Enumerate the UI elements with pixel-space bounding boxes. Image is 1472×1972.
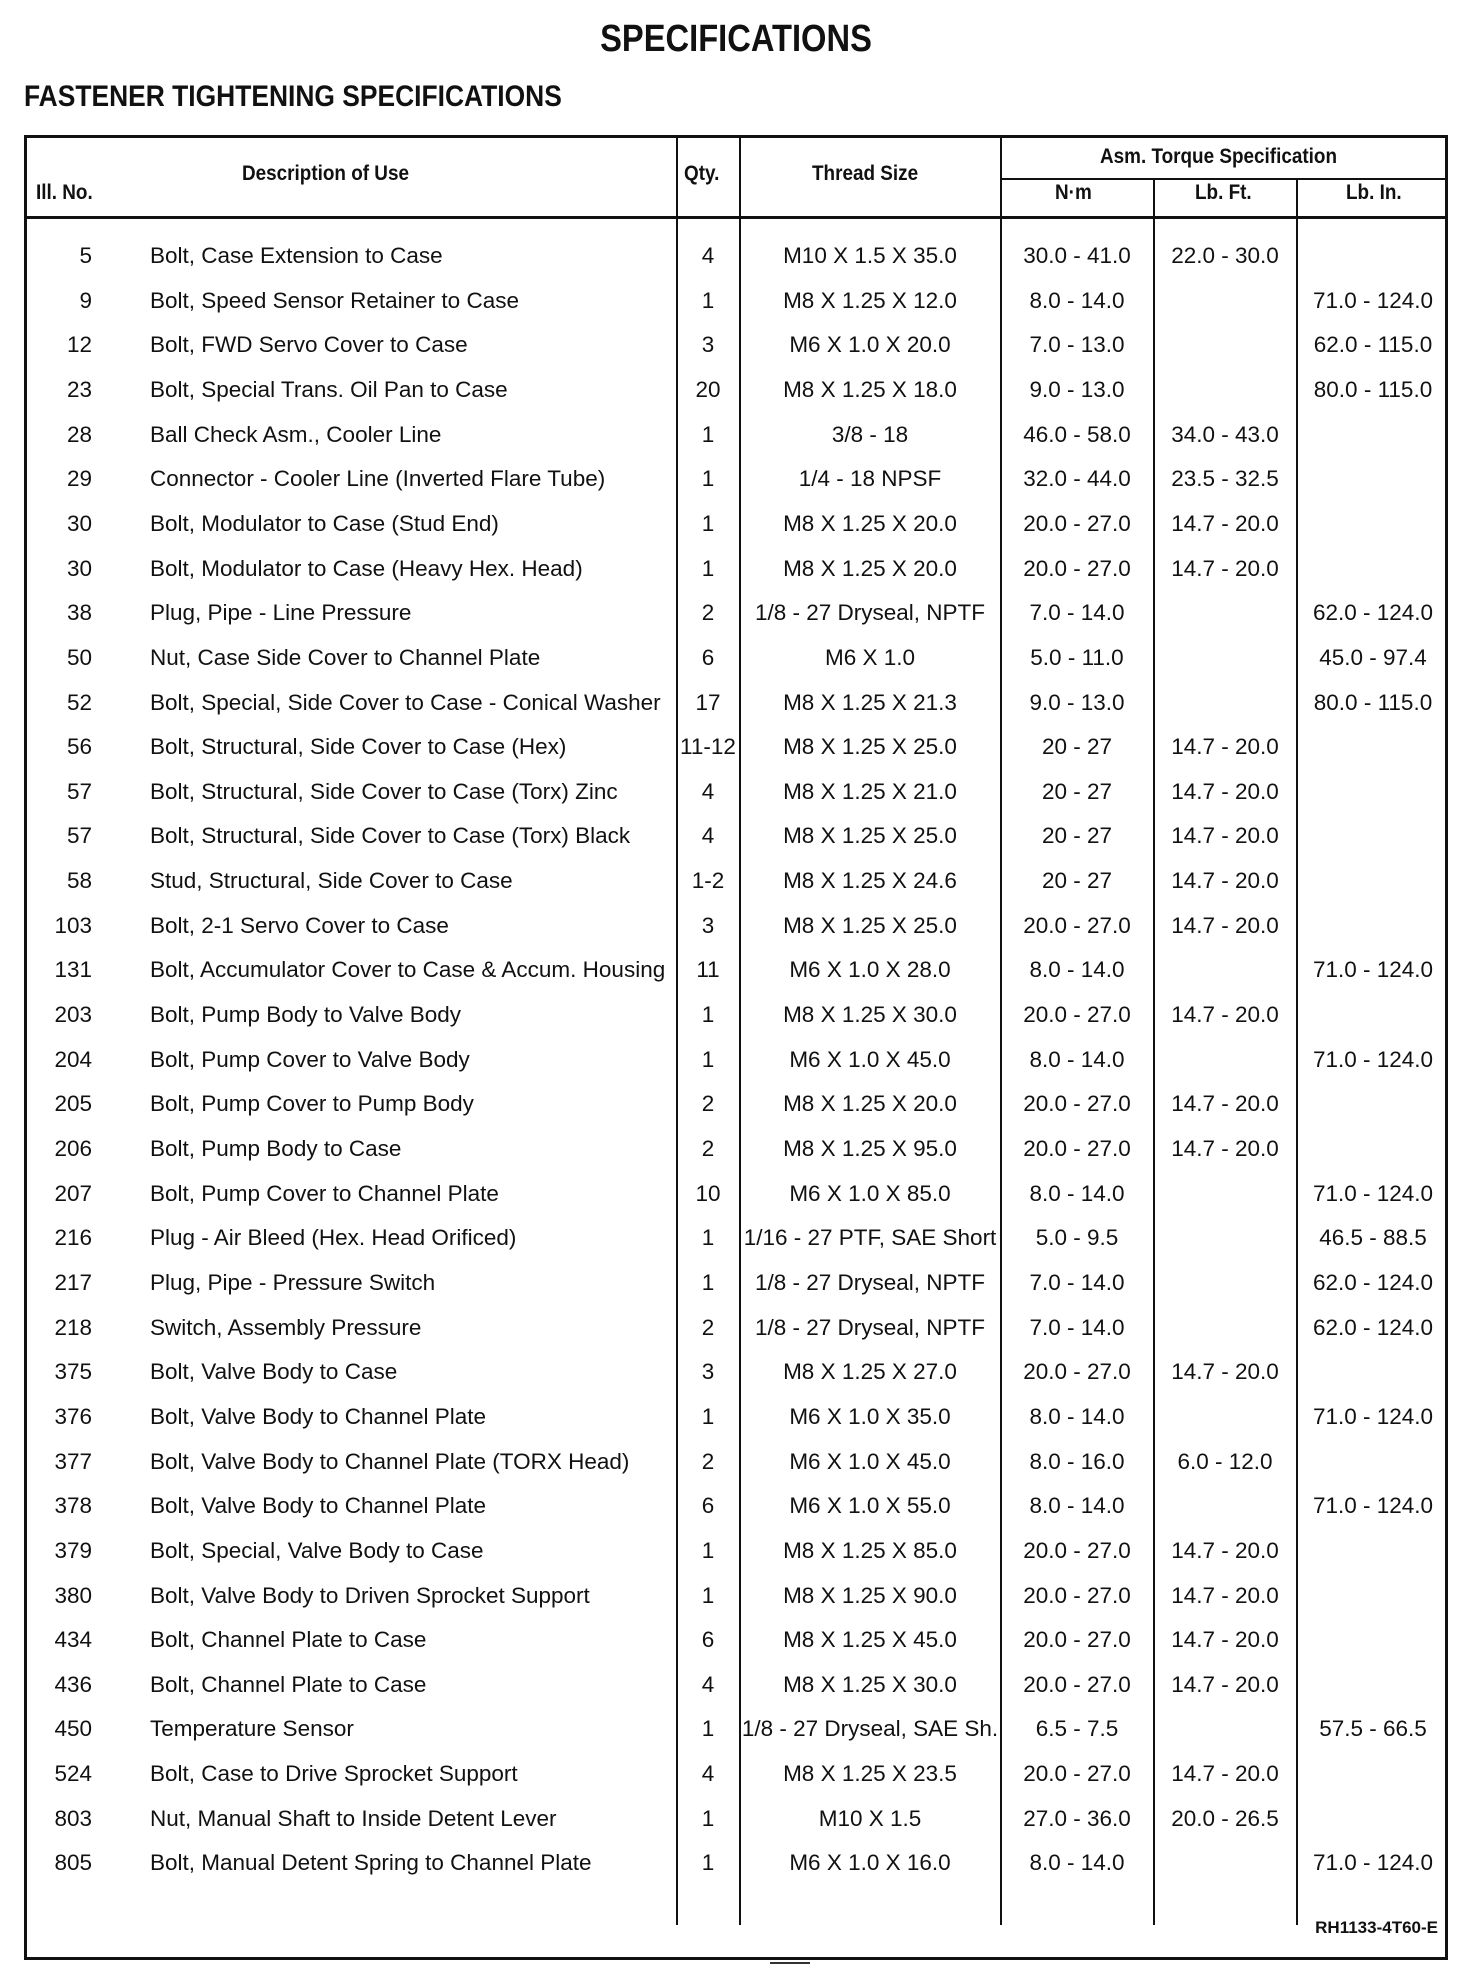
thread-size-cell: M8 X 1.25 X 95.0 [783, 1136, 957, 1161]
description-cell: Bolt, Pump Cover to Valve Body [150, 1047, 470, 1072]
ill-no-cell: 436 [54, 1672, 92, 1697]
thread-size-cell: M10 X 1.5 [818, 1806, 922, 1831]
description-cell: Bolt, Modulator to Case (Heavy Hex. Head) [150, 556, 583, 581]
torque-lbin-cell: 71.0 - 124.0 [1312, 1404, 1434, 1429]
torque-lbft-cell: 20.0 - 26.5 [1171, 1806, 1279, 1831]
thread-size-cell: M8 X 1.25 X 20.0 [783, 511, 957, 536]
torque-lbin-cell: 62.0 - 124.0 [1312, 1270, 1434, 1295]
qty-cell: 1-2 [691, 868, 725, 893]
ill-no-cell: 524 [54, 1761, 92, 1786]
torque-nm-cell: 9.0 - 13.0 [1029, 690, 1125, 715]
torque-lbft-cell: 23.5 - 32.5 [1171, 466, 1279, 491]
torque-nm-cell: 20.0 - 27.0 [1023, 511, 1131, 536]
torque-lbin-cell [1298, 241, 1448, 271]
header-lb-ft: Lb. Ft. [1195, 181, 1252, 204]
qty-cell: 1 [701, 1583, 715, 1608]
thread-size-cell: M6 X 1.0 X 20.0 [789, 332, 951, 357]
description-cell: Bolt, Accumulator Cover to Case & Accum. Housing [150, 957, 666, 982]
qty-cell: 2 [701, 1136, 715, 1161]
thread-size-cell: 1/8 - 27 Dryseal, NPTF [754, 1270, 986, 1295]
torque-lbin-cell [1298, 509, 1448, 539]
torque-lbin-cell [1298, 1000, 1448, 1030]
qty-cell: 1 [701, 1047, 715, 1072]
torque-nm-cell: 20.0 - 27.0 [1023, 1538, 1131, 1563]
description-cell: Bolt, Valve Body to Case [150, 1359, 398, 1384]
torque-lbin-cell: 62.0 - 124.0 [1312, 600, 1434, 625]
torque-nm-cell: 20.0 - 27.0 [1023, 1583, 1131, 1608]
ill-no-cell: 204 [54, 1047, 92, 1072]
ill-no-cell: 205 [54, 1091, 92, 1116]
qty-cell: 6 [701, 645, 715, 670]
description-cell: Bolt, Modulator to Case (Stud End) [150, 511, 499, 536]
thread-size-cell: M6 X 1.0 X 35.0 [789, 1404, 951, 1429]
qty-cell: 6 [701, 1493, 715, 1518]
qty-cell: 11 [696, 957, 720, 982]
torque-lbft-cell: 14.7 - 20.0 [1171, 1091, 1279, 1116]
qty-cell: 6 [701, 1627, 715, 1652]
qty-cell: 4 [701, 243, 715, 268]
thread-size-cell: 1/8 - 27 Dryseal, NPTF [754, 1315, 986, 1340]
qty-cell: 1 [701, 1850, 715, 1875]
description-cell: Bolt, Structural, Side Cover to Case (Hex) [150, 734, 567, 759]
ill-no-cell: 9 [79, 288, 92, 313]
thread-size-cell: M6 X 1.0 [824, 645, 916, 670]
torque-lbft-cell: 14.7 - 20.0 [1171, 868, 1279, 893]
torque-lbft-cell [1155, 1223, 1295, 1253]
description-cell: Bolt, Special Trans. Oil Pan to Case [150, 377, 508, 402]
torque-lbin-cell: 62.0 - 124.0 [1312, 1315, 1434, 1340]
description-cell: Connector - Cooler Line (Inverted Flare Tube) [150, 466, 606, 491]
torque-lbin-cell [1298, 777, 1448, 807]
torque-lbft-cell [1155, 1714, 1295, 1744]
torque-lbft-cell: 22.0 - 30.0 [1171, 243, 1279, 268]
torque-lbin-cell [1298, 1447, 1448, 1477]
thread-size-cell: M8 X 1.25 X 90.0 [783, 1583, 957, 1608]
torque-lbft-cell [1155, 286, 1295, 316]
header-torque-group: Asm. Torque Specification [1100, 145, 1337, 168]
description-cell: Stud, Structural, Side Cover to Case [150, 868, 513, 893]
ill-no-cell: 376 [54, 1404, 92, 1429]
thread-size-cell: M8 X 1.25 X 30.0 [783, 1672, 957, 1697]
thread-size-cell: 1/8 - 27 Dryseal, SAE Sh. [741, 1716, 999, 1741]
torque-lbft-cell: 34.0 - 43.0 [1171, 422, 1279, 447]
thread-size-cell: M8 X 1.25 X 85.0 [783, 1538, 957, 1563]
thread-size-cell: M8 X 1.25 X 18.0 [783, 377, 957, 402]
description-cell: Bolt, Pump Cover to Channel Plate [150, 1181, 499, 1206]
description-cell: Plug, Pipe - Pressure Switch [150, 1270, 436, 1295]
ill-no-cell: 375 [54, 1359, 92, 1384]
header-description: Description of Use [242, 162, 409, 185]
thread-size-cell: 1/4 - 18 NPSF [798, 466, 942, 491]
thread-size-cell: M8 X 1.25 X 25.0 [783, 823, 957, 848]
torque-lbin-cell [1298, 1670, 1448, 1700]
torque-nm-cell: 20.0 - 27.0 [1023, 1627, 1131, 1652]
torque-lbft-cell: 14.7 - 20.0 [1171, 556, 1279, 581]
torque-lbin-cell: 71.0 - 124.0 [1312, 1850, 1434, 1875]
qty-cell: 3 [701, 913, 715, 938]
torque-nm-cell: 8.0 - 14.0 [1029, 1404, 1125, 1429]
qty-cell: 2 [701, 1315, 715, 1340]
ill-no-cell: 52 [66, 690, 92, 715]
torque-lbin-cell: 71.0 - 124.0 [1312, 957, 1434, 982]
description-cell: Bolt, Channel Plate to Case [150, 1672, 427, 1697]
torque-lbin-cell [1298, 1134, 1448, 1164]
thread-size-cell: M8 X 1.25 X 21.3 [783, 690, 957, 715]
qty-cell: 1 [701, 556, 715, 581]
header-rule [24, 216, 1448, 219]
torque-lbft-cell [1155, 643, 1295, 673]
header-nm: N·m [1055, 181, 1092, 204]
torque-nm-cell: 20.0 - 27.0 [1023, 913, 1131, 938]
ill-no-cell: 5 [79, 243, 92, 268]
ill-no-cell: 218 [54, 1315, 92, 1340]
thread-size-cell: M8 X 1.25 X 12.0 [783, 288, 957, 313]
qty-cell: 2 [701, 1091, 715, 1116]
torque-lbin-cell [1298, 1357, 1448, 1387]
torque-lbft-cell [1155, 598, 1295, 628]
qty-cell: 1 [701, 1806, 715, 1831]
torque-lbft-cell: 14.7 - 20.0 [1171, 1538, 1279, 1563]
ill-no-cell: 50 [66, 645, 92, 670]
section-title: FASTENER TIGHTENING SPECIFICATIONS [24, 80, 562, 113]
description-cell: Switch, Assembly Pressure [150, 1315, 422, 1340]
qty-cell: 1 [701, 1002, 715, 1027]
ill-no-cell: 57 [66, 823, 92, 848]
header-ill-no: Ill. No. [36, 181, 93, 204]
ill-no-cell: 56 [66, 734, 92, 759]
description-cell: Nut, Manual Shaft to Inside Detent Lever [150, 1806, 557, 1831]
torque-nm-cell: 7.0 - 14.0 [1029, 600, 1125, 625]
torque-lbin-cell: 57.5 - 66.5 [1319, 1716, 1427, 1741]
ill-no-cell: 12 [66, 332, 92, 357]
qty-cell: 1 [701, 1225, 715, 1250]
torque-nm-cell: 30.0 - 41.0 [1023, 243, 1131, 268]
thread-size-cell: M8 X 1.25 X 21.0 [783, 779, 957, 804]
thread-size-cell: M8 X 1.25 X 20.0 [783, 1091, 957, 1116]
torque-nm-cell: 8.0 - 14.0 [1029, 1493, 1125, 1518]
qty-cell: 3 [701, 1359, 715, 1384]
ill-no-cell: 58 [66, 868, 92, 893]
torque-nm-cell: 27.0 - 36.0 [1023, 1806, 1131, 1831]
torque-lbft-cell: 14.7 - 20.0 [1171, 913, 1279, 938]
torque-lbin-cell: 71.0 - 124.0 [1312, 288, 1434, 313]
column-rule [676, 135, 678, 1925]
description-cell: Bolt, Channel Plate to Case [150, 1627, 427, 1652]
torque-lbin-cell: 62.0 - 115.0 [1313, 332, 1433, 357]
description-cell: Bolt, Case to Drive Sprocket Support [150, 1761, 518, 1786]
ill-no-cell: 450 [54, 1716, 92, 1741]
torque-nm-cell: 20.0 - 27.0 [1023, 1002, 1131, 1027]
thread-size-cell: M6 X 1.0 X 85.0 [789, 1181, 951, 1206]
torque-lbin-cell [1298, 911, 1448, 941]
torque-lbft-cell: 14.7 - 20.0 [1171, 1761, 1279, 1786]
torque-nm-cell: 20.0 - 27.0 [1023, 1136, 1131, 1161]
description-cell: Bolt, Case Extension to Case [150, 243, 443, 268]
thread-size-cell: M8 X 1.25 X 45.0 [783, 1627, 957, 1652]
torque-lbft-cell: 6.0 - 12.0 [1177, 1449, 1273, 1474]
torque-lbin-cell: 71.0 - 124.0 [1312, 1181, 1434, 1206]
qty-cell: 11-12 [680, 734, 736, 759]
torque-nm-cell: 8.0 - 14.0 [1029, 1850, 1125, 1875]
thread-size-cell: M8 X 1.25 X 20.0 [783, 556, 957, 581]
torque-nm-cell: 8.0 - 14.0 [1029, 1047, 1125, 1072]
torque-lbin-cell [1298, 1089, 1448, 1119]
qty-cell: 2 [701, 1449, 715, 1474]
description-cell: Bolt, Pump Body to Case [150, 1136, 402, 1161]
torque-nm-cell: 20.0 - 27.0 [1023, 1091, 1131, 1116]
ill-no-cell: 29 [66, 466, 92, 491]
description-cell: Bolt, 2-1 Servo Cover to Case [150, 913, 449, 938]
qty-cell: 1 [701, 1404, 715, 1429]
torque-lbin-cell: 45.0 - 97.4 [1319, 645, 1427, 670]
torque-nm-cell: 7.0 - 14.0 [1029, 1315, 1125, 1340]
description-cell: Plug - Air Bleed (Hex. Head Orificed) [150, 1225, 517, 1250]
torque-lbin-cell [1298, 464, 1448, 494]
torque-nm-cell: 20 - 27 [1041, 823, 1113, 848]
qty-cell: 17 [695, 690, 721, 715]
torque-lbft-cell [1155, 1179, 1295, 1209]
torque-lbin-cell [1298, 732, 1448, 762]
header-lb-in: Lb. In. [1346, 181, 1402, 204]
ill-no-cell: 206 [54, 1136, 92, 1161]
thread-size-cell: M8 X 1.25 X 24.6 [783, 868, 957, 893]
torque-group-rule [1000, 178, 1448, 180]
thread-size-cell: M8 X 1.25 X 23.5 [783, 1761, 957, 1786]
torque-nm-cell: 8.0 - 14.0 [1029, 288, 1125, 313]
ill-no-cell: 28 [66, 422, 92, 447]
page-edge-mark [770, 1962, 810, 1964]
thread-size-cell: M8 X 1.25 X 27.0 [783, 1359, 957, 1384]
description-cell: Plug, Pipe - Line Pressure [150, 600, 412, 625]
ill-no-cell: 30 [66, 556, 92, 581]
thread-size-cell: M6 X 1.0 X 16.0 [789, 1850, 951, 1875]
torque-lbft-cell: 14.7 - 20.0 [1171, 779, 1279, 804]
qty-cell: 2 [701, 600, 715, 625]
torque-nm-cell: 8.0 - 14.0 [1029, 957, 1125, 982]
description-cell: Bolt, Valve Body to Channel Plate (TORX Head) [150, 1449, 630, 1474]
torque-lbft-cell [1155, 330, 1295, 360]
description-cell: Bolt, FWD Servo Cover to Case [150, 332, 468, 357]
torque-nm-cell: 32.0 - 44.0 [1023, 466, 1131, 491]
description-cell: Ball Check Asm., Cooler Line [150, 422, 442, 447]
description-cell: Bolt, Pump Cover to Pump Body [150, 1091, 474, 1116]
torque-lbin-cell [1298, 420, 1448, 450]
torque-lbft-cell [1155, 375, 1295, 405]
torque-lbin-cell [1298, 1804, 1448, 1834]
torque-nm-cell: 7.0 - 14.0 [1029, 1270, 1125, 1295]
qty-cell: 1 [701, 1716, 715, 1741]
thread-size-cell: M6 X 1.0 X 45.0 [789, 1449, 951, 1474]
ill-no-cell: 207 [54, 1181, 92, 1206]
ill-no-cell: 380 [54, 1583, 92, 1608]
ill-no-cell: 57 [66, 779, 92, 804]
ill-no-cell: 203 [54, 1002, 92, 1027]
torque-nm-cell: 8.0 - 16.0 [1029, 1449, 1125, 1474]
ill-no-cell: 23 [66, 377, 92, 402]
qty-cell: 1 [701, 1270, 715, 1295]
torque-lbin-cell: 71.0 - 124.0 [1312, 1047, 1434, 1072]
torque-nm-cell: 20.0 - 27.0 [1023, 1359, 1131, 1384]
description-cell: Bolt, Structural, Side Cover to Case (Torx) Black [150, 823, 631, 848]
description-cell: Bolt, Speed Sensor Retainer to Case [150, 288, 519, 313]
qty-cell: 10 [695, 1181, 721, 1206]
description-cell: Bolt, Valve Body to Driven Sprocket Support [150, 1583, 590, 1608]
torque-lbft-cell: 14.7 - 20.0 [1171, 1136, 1279, 1161]
torque-lbft-cell: 14.7 - 20.0 [1171, 1002, 1279, 1027]
qty-cell: 1 [701, 288, 715, 313]
description-cell: Bolt, Special, Side Cover to Case - Conical Washer [150, 690, 661, 715]
torque-lbft-cell [1155, 1848, 1295, 1878]
ill-no-cell: 805 [54, 1850, 92, 1875]
torque-lbft-cell: 14.7 - 20.0 [1171, 1583, 1279, 1608]
torque-lbin-cell: 80.0 - 115.0 [1313, 690, 1433, 715]
thread-size-cell: 3/8 - 18 [831, 422, 909, 447]
torque-nm-cell: 5.0 - 11.0 [1030, 645, 1124, 670]
qty-cell: 1 [701, 466, 715, 491]
torque-nm-cell: 46.0 - 58.0 [1023, 422, 1131, 447]
ill-no-cell: 379 [54, 1538, 92, 1563]
torque-nm-cell: 6.5 - 7.5 [1035, 1716, 1119, 1741]
qty-cell: 1 [701, 1538, 715, 1563]
description-cell: Bolt, Valve Body to Channel Plate [150, 1404, 487, 1429]
qty-cell: 4 [701, 823, 715, 848]
qty-cell: 1 [701, 422, 715, 447]
torque-nm-cell: 8.0 - 14.0 [1029, 1181, 1125, 1206]
torque-lbin-cell: 46.5 - 88.5 [1319, 1225, 1427, 1250]
torque-lbin-cell [1298, 1581, 1448, 1611]
thread-size-cell: M6 X 1.0 X 45.0 [789, 1047, 951, 1072]
qty-cell: 1 [701, 511, 715, 536]
description-cell: Bolt, Structural, Side Cover to Case (Torx) Zinc [150, 779, 618, 804]
thread-size-cell: M8 X 1.25 X 25.0 [783, 913, 957, 938]
torque-lbin-cell [1298, 821, 1448, 851]
qty-cell: 20 [695, 377, 721, 402]
qty-cell: 4 [701, 779, 715, 804]
header-qty: Qty. [684, 162, 720, 185]
torque-lbft-cell [1155, 1045, 1295, 1075]
ill-no-cell: 216 [54, 1225, 92, 1250]
ill-no-cell: 378 [54, 1493, 92, 1518]
torque-lbin-cell [1298, 866, 1448, 896]
figure-code: RH1133-4T60-E [1315, 1918, 1438, 1937]
ill-no-cell: 377 [54, 1449, 92, 1474]
torque-nm-cell: 9.0 - 13.0 [1029, 377, 1125, 402]
torque-nm-cell: 20 - 27 [1041, 734, 1113, 759]
torque-lbin-cell [1298, 1625, 1448, 1655]
description-cell: Nut, Case Side Cover to Channel Plate [150, 645, 541, 670]
description-cell: Temperature Sensor [150, 1716, 354, 1741]
torque-lbft-cell: 14.7 - 20.0 [1171, 1672, 1279, 1697]
thread-size-cell: M6 X 1.0 X 28.0 [789, 957, 951, 982]
ill-no-cell: 803 [54, 1806, 92, 1831]
page-title: SPECIFICATIONS [600, 18, 872, 60]
torque-nm-cell: 20.0 - 27.0 [1023, 1761, 1131, 1786]
torque-lbft-cell: 14.7 - 20.0 [1171, 511, 1279, 536]
torque-nm-cell: 20 - 27 [1041, 868, 1113, 893]
torque-lbft-cell [1155, 1268, 1295, 1298]
qty-cell: 3 [701, 332, 715, 357]
thread-size-cell: M8 X 1.25 X 25.0 [783, 734, 957, 759]
qty-cell: 4 [701, 1672, 715, 1697]
ill-no-cell: 103 [54, 913, 92, 938]
torque-nm-cell: 20.0 - 27.0 [1023, 1672, 1131, 1697]
ill-no-cell: 217 [54, 1270, 92, 1295]
torque-nm-cell: 20.0 - 27.0 [1023, 556, 1131, 581]
description-cell: Bolt, Valve Body to Channel Plate [150, 1493, 487, 1518]
torque-lbft-cell [1155, 955, 1295, 985]
torque-nm-cell: 5.0 - 9.5 [1035, 1225, 1119, 1250]
description-cell: Bolt, Pump Body to Valve Body [150, 1002, 462, 1027]
description-cell: Bolt, Manual Detent Spring to Channel Plate [150, 1850, 592, 1875]
ill-no-cell: 30 [66, 511, 92, 536]
torque-lbft-cell [1155, 1313, 1295, 1343]
torque-lbft-cell: 14.7 - 20.0 [1171, 823, 1279, 848]
torque-lbin-cell: 71.0 - 124.0 [1312, 1493, 1434, 1518]
header-thread-size: Thread Size [812, 162, 919, 185]
ill-no-cell: 131 [54, 957, 92, 982]
torque-lbft-cell [1155, 1402, 1295, 1432]
thread-size-cell: M10 X 1.5 X 35.0 [783, 243, 957, 268]
torque-nm-cell: 20 - 27 [1041, 779, 1113, 804]
description-cell: Bolt, Special, Valve Body to Case [150, 1538, 484, 1563]
torque-lbin-cell [1298, 554, 1448, 584]
ill-no-cell: 38 [66, 600, 92, 625]
thread-size-cell: M6 X 1.0 X 55.0 [789, 1493, 951, 1518]
torque-lbin-cell [1298, 1536, 1448, 1566]
torque-nm-cell: 7.0 - 13.0 [1029, 332, 1125, 357]
thread-size-cell: 1/8 - 27 Dryseal, NPTF [754, 600, 986, 625]
ill-no-cell: 434 [54, 1627, 92, 1652]
torque-lbft-cell: 14.7 - 20.0 [1171, 1359, 1279, 1384]
torque-lbin-cell: 80.0 - 115.0 [1313, 377, 1433, 402]
torque-lbft-cell: 14.7 - 20.0 [1171, 1627, 1279, 1652]
torque-lbft-cell [1155, 688, 1295, 718]
torque-lbft-cell [1155, 1491, 1295, 1521]
qty-cell: 4 [701, 1761, 715, 1786]
thread-size-cell: 1/16 - 27 PTF, SAE Short [743, 1225, 997, 1250]
torque-lbft-cell: 14.7 - 20.0 [1171, 734, 1279, 759]
torque-lbin-cell [1298, 1759, 1448, 1789]
thread-size-cell: M8 X 1.25 X 30.0 [783, 1002, 957, 1027]
